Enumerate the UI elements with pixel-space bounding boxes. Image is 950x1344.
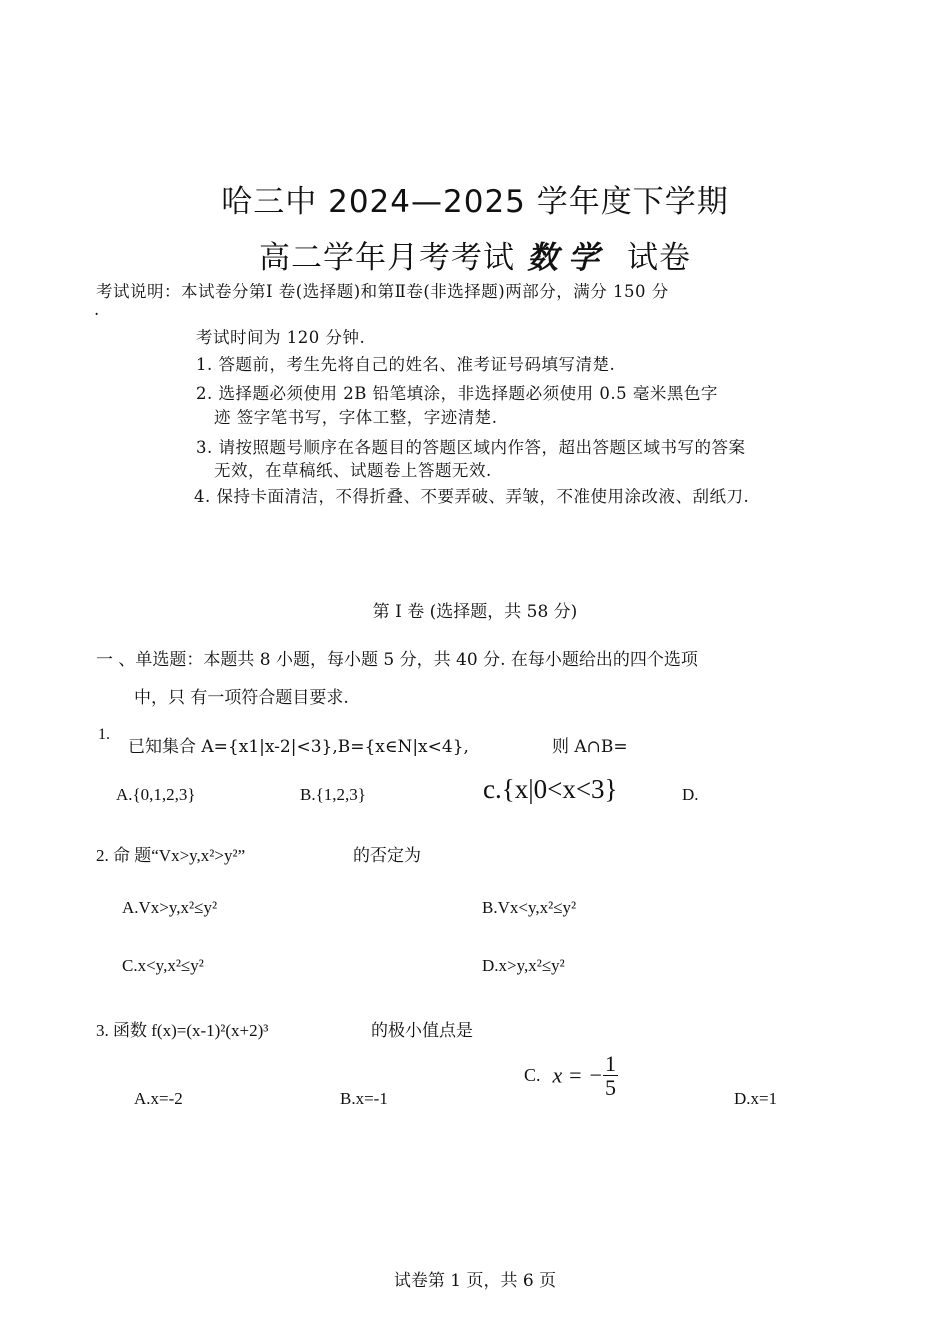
- instructions-item-4: 4. 保持卡面清洁，不得折叠、不要弄破、弄皱，不准使用涂改液、刮纸刀.: [194, 487, 750, 506]
- q1-number: 1.: [98, 726, 110, 743]
- instructions-item-3a: 3. 请按照题号顺序在各题目的答题区域内作答，超出答题区域书写的答案: [196, 438, 746, 457]
- q1-stem: 已知集合 A={x1|x-2|<3},B={x∈N|x<4},: [128, 737, 469, 757]
- instructions-item-2a: 2. 选择题必须使用 2B 铅笔填涂，非选择题必须使用 0.5 毫米黑色字: [196, 384, 718, 403]
- q2-stem: 2. 命 题“Vx>y,x²>y²”: [96, 846, 246, 865]
- q3-option-c-fraction: [603, 1052, 618, 1099]
- title-exam-name: 高二学年月考考试: [259, 240, 515, 276]
- q3-option-d: D.x=1: [734, 1089, 778, 1108]
- q2-option-d: D.x>y,x²≤y²: [482, 956, 565, 975]
- q3-option-c-expr: x = −: [552, 1062, 603, 1088]
- q3-stem: 3. 函数 f(x)=(x-1)²(x+2)³: [96, 1021, 269, 1040]
- q3-option-b: B.x=-1: [340, 1089, 388, 1108]
- instructions-item-2b: 迹 签字笔书写，字体工整，字迹清楚.: [214, 408, 498, 427]
- q1-stem-tail: 则 A∩B=: [552, 737, 628, 757]
- q1-option-c: c.{x|0<x<3}: [483, 774, 618, 804]
- part1-heading-cont: 中，只 有一项符合题目要求.: [134, 688, 349, 708]
- title-subject: 数学: [527, 240, 609, 276]
- part1-heading: 一 、单选题：本题共 8 小题，每小题 5 分，共 40 分. 在每小题给出的四个选项: [96, 650, 698, 670]
- instructions-item-1: 1. 答题前，考生先将自己的姓名、准考证号码填写清楚.: [196, 355, 616, 374]
- q3-option-c: [524, 1052, 618, 1099]
- fraction-numerator: 1: [604, 1051, 616, 1076]
- title-line-2: [0, 232, 950, 277]
- q1-option-d: D.: [682, 785, 699, 804]
- page-footer: 试卷第 1 页，共 6 页: [393, 1271, 557, 1291]
- section-title: 第 Ⅰ 卷 (选择题，共 58 分): [372, 602, 578, 622]
- q2-option-a: A.Vx>y,x²≤y²: [122, 898, 218, 917]
- title-suffix: 试卷: [627, 240, 691, 276]
- q2-option-b: B.Vx<y,x²≤y²: [482, 898, 577, 917]
- instructions-line-1: 考试说明：本试卷分第Ⅰ 卷(选择题)和第Ⅱ卷(非选择题)两部分，满分 150 分: [96, 282, 669, 301]
- fraction-denominator: 5: [604, 1075, 616, 1101]
- q1-option-b: B.{1,2,3}: [300, 785, 366, 804]
- q3-option-c-label: C.: [524, 1065, 541, 1086]
- q2-stem-tail: 的否定为: [353, 846, 421, 866]
- instructions-dot: .: [94, 300, 100, 319]
- q1-option-a: A.{0,1,2,3}: [116, 785, 196, 804]
- instructions-time: 考试时间为 120 分钟.: [196, 328, 366, 347]
- title-line-1: 哈三中 2024—2025 学年度下学期: [221, 184, 729, 220]
- q3-option-a: A.x=-2: [134, 1089, 183, 1108]
- instructions-item-3b: 无效，在草稿纸、试题卷上答题无效.: [214, 461, 492, 480]
- q2-option-c: C.x<y,x²≤y²: [122, 956, 204, 975]
- q3-stem-tail: 的极小值点是: [371, 1021, 473, 1041]
